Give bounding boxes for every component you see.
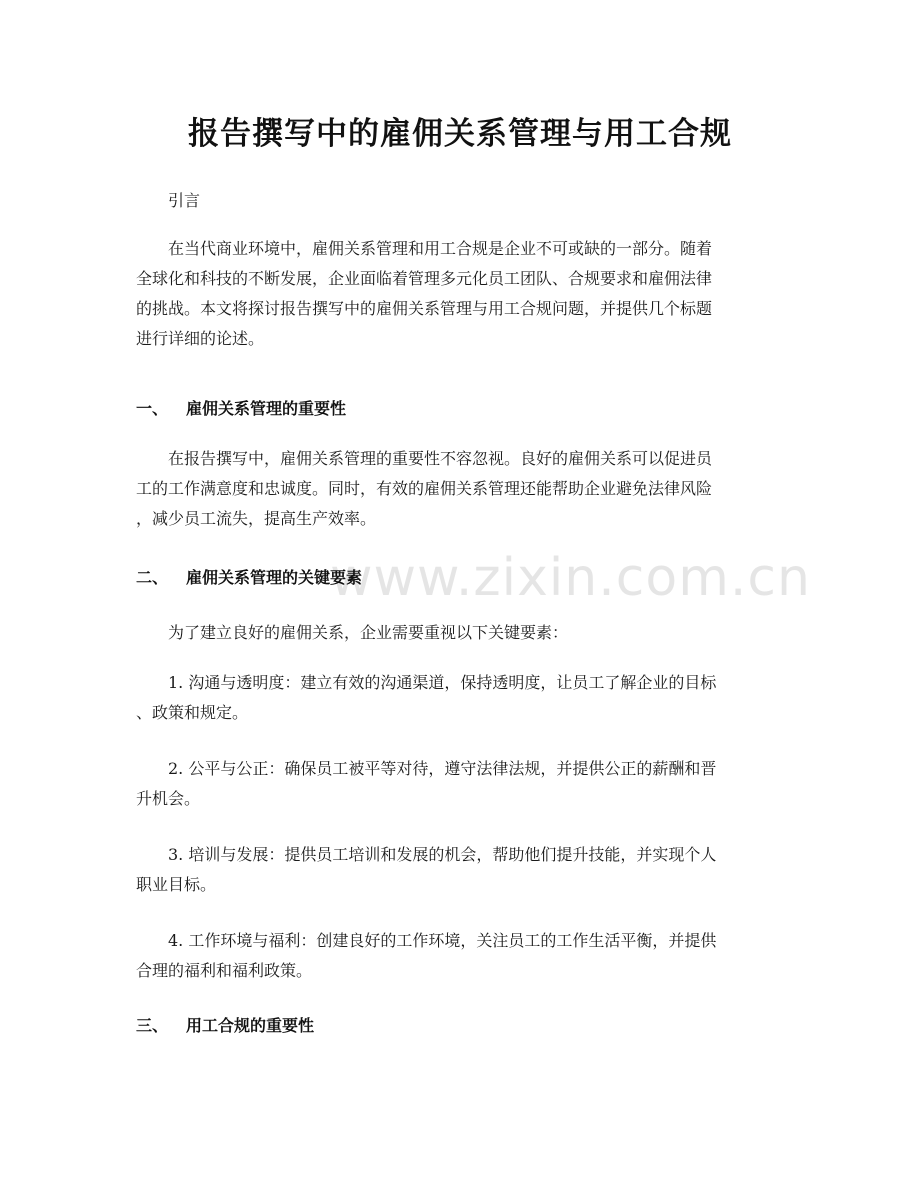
paragraph-line: 为了建立良好的雇佣关系，企业需要重视以下关键要素： (136, 623, 569, 642)
paragraph-line: 、政策和规定。 (136, 703, 249, 722)
list-item (136, 668, 786, 728)
section-title: 雇佣关系管理的关键要素 (186, 568, 363, 587)
paragraph-line: 4. 工作环境与福利：创建良好的工作环境，关注员工的工作生活平衡，并提供 (136, 931, 717, 950)
section-title: 雇佣关系管理的重要性 (186, 399, 347, 418)
paragraph-line: 2. 公平与公正：确保员工被平等对待，遵守法律法规，并提供公正的薪酬和晋 (136, 759, 717, 778)
paragraph-line: 在当代商业环境中，雇佣关系管理和用工合规是企业不可或缺的一部分。随着 (136, 239, 713, 258)
list-item (136, 840, 786, 900)
intro-label (136, 186, 786, 216)
section-number: 一、 (136, 399, 169, 418)
paragraph-line: 的挑战。本文将探讨报告撰写中的雇佣关系管理与用工合规问题，并提供几个标题 (136, 299, 713, 318)
section-heading-2 (136, 566, 786, 590)
paragraph-line: ，减少员工流失，提高生产效率。 (136, 509, 377, 528)
paragraph-line: 合理的福利和福利政策。 (136, 961, 313, 980)
intro-label-text: 引言 (168, 191, 201, 210)
paragraph-line: 1. 沟通与透明度：建立有效的沟通渠道，保持透明度，让员工了解企业的目标 (136, 673, 717, 692)
document-title: 报告撰写中的雇佣关系管理与用工合规 (188, 116, 732, 152)
section-heading-3 (136, 1014, 786, 1038)
list-item (136, 926, 786, 986)
paragraph-line: 全球化和科技的不断发展，企业面临着管理多元化员工团队、合规要求和雇佣法律 (136, 269, 713, 288)
section-heading-1 (136, 397, 786, 421)
paragraph-line: 工的工作满意度和忠诚度。同时，有效的雇佣关系管理还能帮助企业避免法律风险 (136, 479, 713, 498)
section-number: 二、 (136, 568, 169, 587)
paragraph-line: 在报告撰写中，雇佣关系管理的重要性不容忽视。良好的雇佣关系可以促进员 (136, 449, 713, 468)
paragraph-line: 职业目标。 (136, 875, 217, 894)
list-item (136, 754, 786, 814)
section1-paragraph (136, 444, 786, 534)
section-number: 三、 (136, 1016, 169, 1035)
paragraph-line: 升机会。 (136, 789, 201, 808)
section-title: 用工合规的重要性 (186, 1016, 315, 1035)
paragraph-line: 进行详细的论述。 (136, 329, 265, 348)
section2-intro (136, 618, 786, 648)
intro-paragraph (136, 234, 786, 354)
watermark-text: www.zixin.com.cn (330, 548, 811, 608)
paragraph-line: 3. 培训与发展：提供员工培训和发展的机会，帮助他们提升技能，并实现个人 (136, 845, 717, 864)
